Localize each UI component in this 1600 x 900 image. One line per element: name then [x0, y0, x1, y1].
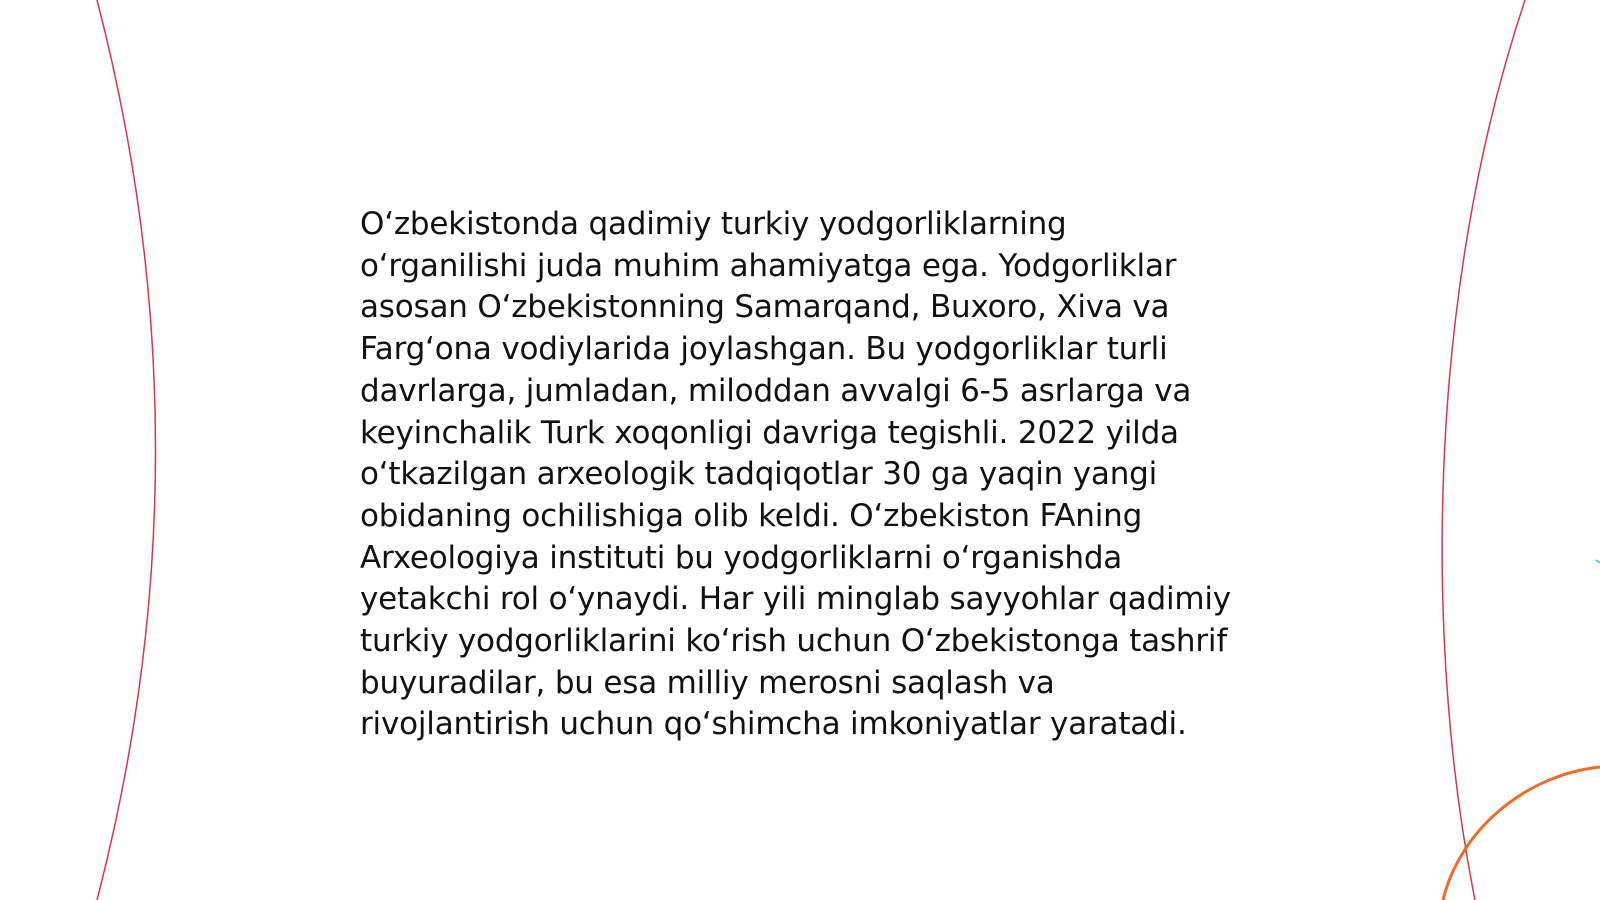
orange-arc: [1443, 767, 1600, 900]
teal-accent-mark: [1596, 560, 1600, 563]
body-paragraph: O‘zbekistonda qadimiy turkiy yodgorliklarning o‘rganilishi juda muhim ahamiyatga ega. Yodgorliklar asosan O‘zbekistonning Samarqand, Buxoro, Xiva va Farg‘ona vodiylarida joylashgan. Bu yodgorliklar turli davrlarga, jumladan, miloddan avvalgi 6-5 asrlarga va keyinchalik Turk xoqonligi davriga tegishli. 2022 yilda o‘tkazilgan arxeologik tadqiqotlar 30 ga yaqin yangi obidaning ochilishiga olib keldi. O‘zbekiston FAning Arxeologiya instituti bu yodgorliklarni o‘rganishda yetakchi rol o‘ynaydi. Har yili minglab sayyohlar qadimiy turkiy yodgorliklarini ko‘rish uchun O‘zbekistonga tashrif buyuradilar, bu esa milliy merosni saqlash va rivojlantirish uchun qo‘shimcha imkoniyatlar yaratadi.: [360, 206, 1231, 743]
left-curve-line: [97, 0, 156, 900]
right-curve-line: [1442, 0, 1525, 900]
